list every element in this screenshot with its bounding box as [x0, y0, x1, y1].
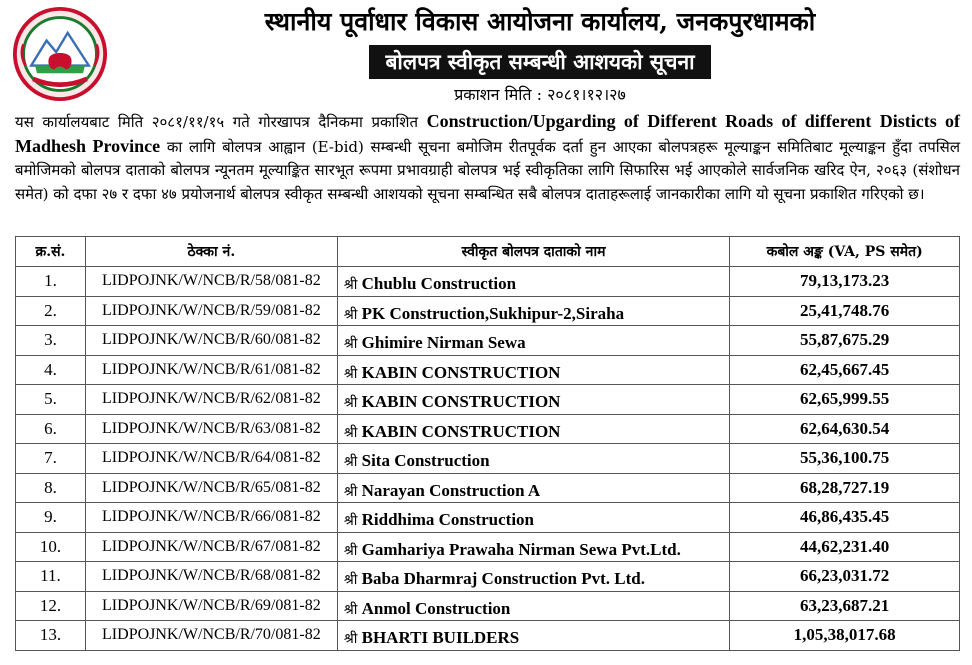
row-amount: 55,36,100.75: [730, 444, 960, 474]
row-bidder-name: BHARTI BUILDERS: [361, 628, 520, 648]
row-sn: 5.: [16, 385, 86, 415]
row-contract-no: LIDPOJNK/W/NCB/R/63/081-82: [85, 414, 337, 444]
intro-text-part2: का लागि बोलपत्र आह्वान (E-bid) सम्बन्धी सूचना बमोजिम रीतपूर्वक दर्ता हुन आएका बोलपत्रहरू मूल्याङ्कन समितिबाट मूल्याङ्कन हुँदा तपसिल बमोजिमको बोलपत्र दाताको बोलपत्र न्यूनतम मूल्याङ्कित सारभूत रूपमा प्रभावग्राही बोलपत्र भई स्वीकृतिका लागि सिफारिस भई आएकोले सार्वजनिक खरिद ऐन, २०६३ (संशोधन समेत) को दफा २७ र दफा ४७ प्रयोजनार्थ बोलपत्र स्वीकृत सम्बन्धी आशयको सूचना सम्बन्धित सबै बोलपत्र दाताहरूलाई जानकारीका लागि यो सूचना प्रकाशित गरिएको छ।: [15, 137, 960, 203]
row-bidder-prefix: श्री: [343, 601, 358, 618]
row-amount: 25,41,748.76: [730, 296, 960, 326]
table-row: [16, 355, 960, 385]
table-row: [16, 267, 960, 297]
table-row: [16, 621, 960, 651]
row-bidder: [337, 562, 729, 592]
row-sn: 7.: [16, 444, 86, 474]
row-bidder-name: Riddhima Construction: [361, 510, 534, 530]
table-row: [16, 385, 960, 415]
office-name: स्थानीय पूर्वाधार विकास आयोजना कार्यालय, जनकपुरधामको: [264, 7, 816, 36]
row-contract-no: LIDPOJNK/W/NCB/R/69/081-82: [85, 591, 337, 621]
row-contract-no: LIDPOJNK/W/NCB/R/64/081-82: [85, 444, 337, 474]
row-sn: 6.: [16, 414, 86, 444]
row-bidder-prefix: श्री: [343, 277, 358, 294]
row-contract-no: LIDPOJNK/W/NCB/R/58/081-82: [85, 267, 337, 297]
row-sn: 9.: [16, 503, 86, 533]
row-sn: 12.: [16, 591, 86, 621]
row-bidder-name: Gamhariya Prawaha Nirman Sewa Pvt.Ltd.: [361, 539, 681, 559]
row-contract-no: LIDPOJNK/W/NCB/R/60/081-82: [85, 326, 337, 356]
row-bidder-name: KABIN CONSTRUCTION: [361, 421, 561, 441]
row-bidder-prefix: श्री: [343, 513, 358, 530]
row-bidder-name: Anmol Construction: [361, 598, 511, 618]
row-bidder: [337, 503, 729, 533]
award-table: [15, 236, 960, 651]
intro-text-part1: यस कार्यालयबाट मिति २०८१/११/१५ गते गोरखापत्र दैनिकमा प्रकाशित: [15, 113, 427, 131]
nepal-emblem-icon: [12, 6, 108, 102]
row-bidder-name: KABIN CONSTRUCTION: [361, 362, 561, 382]
row-bidder-prefix: श्री: [343, 395, 358, 412]
row-amount: 55,87,675.29: [730, 326, 960, 356]
row-bidder-prefix: श्री: [343, 336, 358, 353]
row-bidder-name: Sita Construction: [361, 451, 490, 471]
row-bidder-prefix: श्री: [343, 424, 358, 441]
row-bidder: [337, 267, 729, 297]
header-sn: क्र.सं.: [16, 237, 86, 267]
table-header-row: [16, 237, 960, 267]
row-amount: 79,13,173.23: [730, 267, 960, 297]
row-sn: 13.: [16, 621, 86, 651]
row-contract-no: LIDPOJNK/W/NCB/R/68/081-82: [85, 562, 337, 592]
row-bidder: [337, 326, 729, 356]
row-contract-no: LIDPOJNK/W/NCB/R/70/081-82: [85, 621, 337, 651]
table-row: [16, 326, 960, 356]
row-sn: 4.: [16, 355, 86, 385]
table-row: [16, 562, 960, 592]
row-bidder: [337, 532, 729, 562]
row-amount: 1,05,38,017.68: [730, 621, 960, 651]
row-bidder-prefix: श्री: [343, 483, 358, 500]
row-amount: 62,45,667.45: [730, 355, 960, 385]
row-bidder-name: KABIN CONSTRUCTION: [361, 392, 561, 412]
row-sn: 11.: [16, 562, 86, 592]
row-bidder-name: Chublu Construction: [361, 274, 517, 294]
row-contract-no: LIDPOJNK/W/NCB/R/61/081-82: [85, 355, 337, 385]
row-bidder: [337, 414, 729, 444]
row-bidder-prefix: श्री: [343, 542, 358, 559]
table-row: [16, 532, 960, 562]
header-bidder-name: स्वीकृत बोलपत्र दाताको नाम: [337, 237, 729, 267]
header-contract-no: ठेक्का नं.: [85, 237, 337, 267]
row-amount: 68,28,727.19: [730, 473, 960, 503]
row-bidder-name: Baba Dharmraj Construction Pvt. Ltd.: [361, 569, 645, 589]
row-bidder: [337, 621, 729, 651]
row-contract-no: LIDPOJNK/W/NCB/R/67/081-82: [85, 532, 337, 562]
row-contract-no: LIDPOJNK/W/NCB/R/65/081-82: [85, 473, 337, 503]
row-bidder-prefix: श्री: [343, 631, 358, 648]
row-sn: 2.: [16, 296, 86, 326]
row-bidder: [337, 591, 729, 621]
header-amount: कबोल अङ्क (VA, PS समेत): [730, 237, 960, 267]
row-amount: 66,23,031.72: [730, 562, 960, 592]
table-row: [16, 591, 960, 621]
row-sn: 3.: [16, 326, 86, 356]
row-bidder: [337, 355, 729, 385]
row-bidder: [337, 473, 729, 503]
row-bidder-name: PK Construction,Sukhipur-2,Siraha: [361, 303, 625, 323]
row-bidder-prefix: श्री: [343, 365, 358, 382]
row-bidder: [337, 385, 729, 415]
publication-date: प्रकाशन मिति : २०८१।१२।२७: [454, 85, 626, 104]
row-amount: 62,64,630.54: [730, 414, 960, 444]
row-bidder-name: Ghimire Nirman Sewa: [361, 333, 526, 353]
notice-title: बोलपत्र स्वीकृत सम्बन्धी आशयको सूचना: [369, 45, 710, 79]
row-amount: 63,23,687.21: [730, 591, 960, 621]
row-contract-no: LIDPOJNK/W/NCB/R/66/081-82: [85, 503, 337, 533]
row-amount: 62,65,999.55: [730, 385, 960, 415]
table-row: [16, 296, 960, 326]
row-sn: 10.: [16, 532, 86, 562]
row-amount: 44,62,231.40: [730, 532, 960, 562]
project-title: Construction/Upgarding of Different Roads of different Disticts of Madhesh Province: [15, 111, 961, 156]
row-bidder-prefix: श्री: [343, 306, 358, 323]
notice-header: [120, 4, 960, 106]
row-bidder-prefix: श्री: [343, 572, 358, 589]
row-bidder-name: Narayan Construction A: [361, 480, 541, 500]
table-row: [16, 444, 960, 474]
table-row: [16, 414, 960, 444]
row-amount: 46,86,435.45: [730, 503, 960, 533]
intro-paragraph: [15, 110, 960, 206]
row-bidder-prefix: श्री: [343, 454, 358, 471]
row-contract-no: LIDPOJNK/W/NCB/R/62/081-82: [85, 385, 337, 415]
table-row: [16, 503, 960, 533]
row-sn: 1.: [16, 267, 86, 297]
row-bidder: [337, 444, 729, 474]
table-row: [16, 473, 960, 503]
row-sn: 8.: [16, 473, 86, 503]
row-contract-no: LIDPOJNK/W/NCB/R/59/081-82: [85, 296, 337, 326]
row-bidder: [337, 296, 729, 326]
